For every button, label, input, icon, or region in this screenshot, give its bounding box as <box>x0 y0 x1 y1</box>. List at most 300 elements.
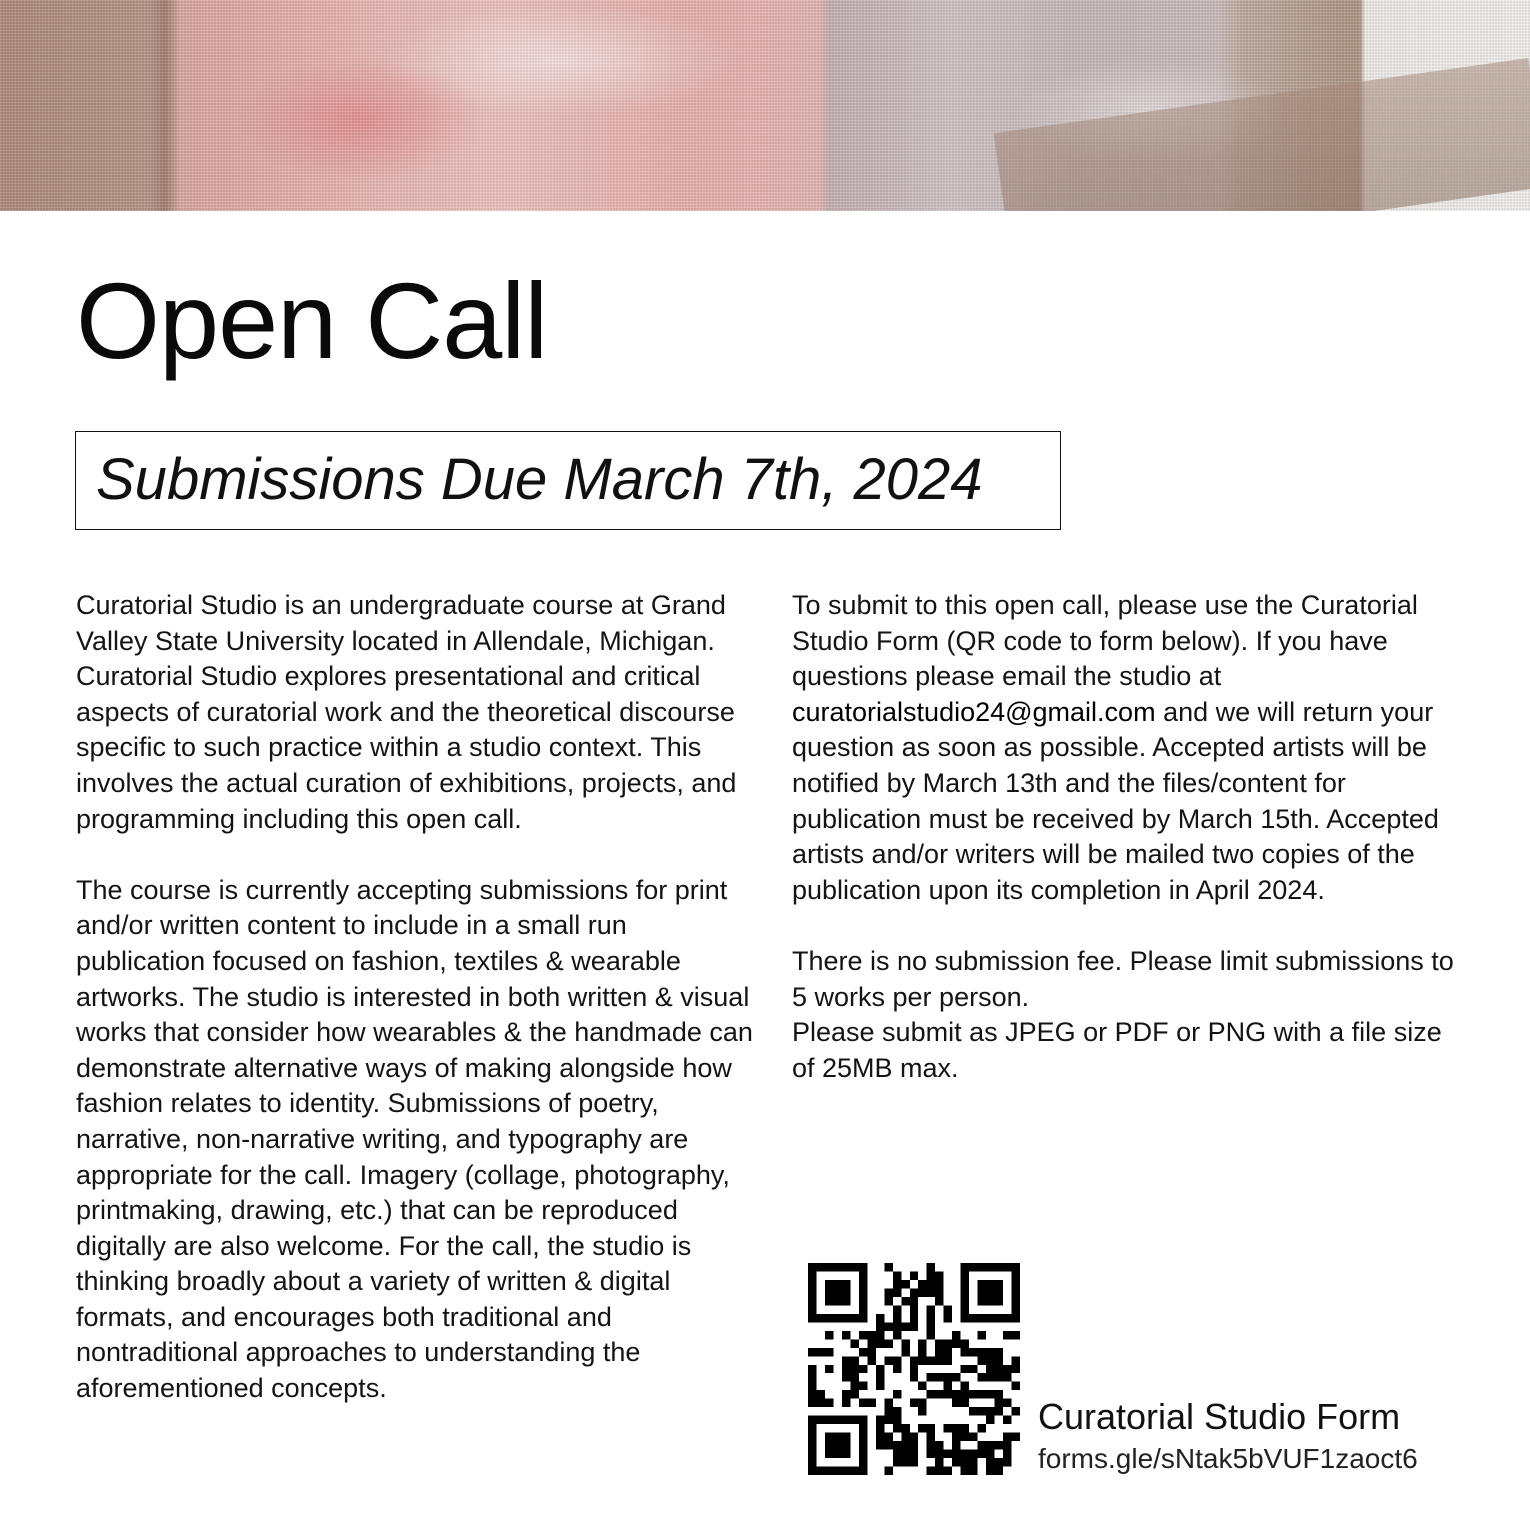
qr-module <box>986 1356 994 1364</box>
qr-module <box>961 1433 969 1441</box>
qr-module <box>935 1467 943 1475</box>
qr-module <box>1012 1433 1020 1441</box>
qr-module <box>986 1407 994 1415</box>
qr-module <box>901 1450 909 1458</box>
qr-module <box>935 1450 943 1458</box>
qr-module <box>986 1450 994 1458</box>
qr-module <box>833 1263 841 1271</box>
qr-module <box>927 1467 935 1475</box>
qr-module <box>884 1356 892 1364</box>
qr-module <box>825 1441 833 1449</box>
qr-module <box>893 1305 901 1313</box>
qr-module <box>825 1297 833 1305</box>
qr-module <box>961 1467 969 1475</box>
qr-module <box>825 1433 833 1441</box>
qr-module <box>850 1416 858 1424</box>
qr-module <box>1003 1373 1011 1381</box>
qr-module <box>944 1373 952 1381</box>
qr-module <box>910 1441 918 1449</box>
qr-module <box>1012 1305 1020 1313</box>
qr-module <box>850 1467 858 1475</box>
qr-module <box>893 1314 901 1322</box>
qr-module <box>808 1365 816 1373</box>
qr-module <box>961 1450 969 1458</box>
qr-module <box>867 1348 875 1356</box>
qr-module <box>816 1348 824 1356</box>
qr-module <box>893 1390 901 1398</box>
qr-module <box>986 1458 994 1466</box>
qr-module <box>1012 1331 1020 1339</box>
qr-module <box>825 1450 833 1458</box>
qr-module <box>927 1331 935 1339</box>
qr-module <box>876 1339 884 1347</box>
qr-module <box>961 1382 969 1390</box>
qr-module <box>944 1467 952 1475</box>
instructions-text-start: To submit to this open call, please use the Curatorial Studio Form (QR code to form below). If you have questions please email the studio at <box>792 590 1418 692</box>
qr-module <box>935 1373 943 1381</box>
qr-module <box>910 1365 918 1373</box>
qr-module <box>842 1467 850 1475</box>
qr-module <box>901 1348 909 1356</box>
qr-module <box>995 1356 1003 1364</box>
qr-code-icon[interactable] <box>808 1263 1020 1475</box>
qr-module <box>816 1390 824 1398</box>
qr-module <box>978 1450 986 1458</box>
qr-module <box>842 1314 850 1322</box>
qr-module <box>961 1390 969 1398</box>
qr-module <box>850 1314 858 1322</box>
qr-module <box>969 1390 977 1398</box>
qr-module <box>910 1288 918 1296</box>
qr-module <box>986 1373 994 1381</box>
qr-module <box>944 1424 952 1432</box>
qr-module <box>1012 1382 1020 1390</box>
qr-module <box>825 1280 833 1288</box>
qr-module <box>961 1297 969 1305</box>
qr-module <box>978 1288 986 1296</box>
qr-module <box>833 1467 841 1475</box>
qr-module <box>884 1297 892 1305</box>
qr-module <box>935 1297 943 1305</box>
form-url-link[interactable]: forms.gle/sNtak5bVUF1zaoct6 <box>1038 1443 1418 1474</box>
qr-module <box>901 1458 909 1466</box>
qr-module <box>850 1339 858 1347</box>
qr-module <box>952 1399 960 1407</box>
qr-module <box>850 1356 858 1364</box>
qr-module <box>876 1382 884 1390</box>
qr-module <box>910 1322 918 1330</box>
qr-module <box>927 1314 935 1322</box>
qr-module <box>910 1356 918 1364</box>
qr-module <box>859 1331 867 1339</box>
qr-module <box>850 1382 858 1390</box>
qr-module <box>1003 1458 1011 1466</box>
qr-module <box>825 1348 833 1356</box>
qr-module <box>893 1288 901 1296</box>
qr-module <box>986 1390 994 1398</box>
qr-module <box>893 1280 901 1288</box>
right-column <box>792 588 1457 1122</box>
qr-module <box>884 1288 892 1296</box>
qr-module <box>893 1441 901 1449</box>
qr-module <box>961 1339 969 1347</box>
qr-module <box>842 1373 850 1381</box>
qr-module <box>850 1373 858 1381</box>
qr-module <box>833 1416 841 1424</box>
qr-module <box>842 1441 850 1449</box>
qr-module <box>995 1390 1003 1398</box>
qr-module <box>927 1441 935 1449</box>
qr-module <box>927 1322 935 1330</box>
qr-module <box>808 1399 816 1407</box>
qr-module <box>884 1407 892 1415</box>
qr-module <box>842 1288 850 1296</box>
qr-module <box>978 1297 986 1305</box>
qr-module <box>927 1305 935 1313</box>
qr-module <box>1003 1365 1011 1373</box>
qr-module <box>1003 1433 1011 1441</box>
qr-module <box>944 1356 952 1364</box>
qr-module <box>884 1467 892 1475</box>
qr-module <box>884 1263 892 1271</box>
qr-module <box>816 1467 824 1475</box>
qr-module <box>859 1467 867 1475</box>
qr-module <box>910 1458 918 1466</box>
qr-module <box>952 1339 960 1347</box>
qr-module <box>1012 1263 1020 1271</box>
qr-module <box>1003 1314 1011 1322</box>
qr-module <box>1012 1365 1020 1373</box>
qr-module <box>808 1382 816 1390</box>
qr-module <box>944 1390 952 1398</box>
qr-module <box>961 1424 969 1432</box>
qr-module <box>893 1450 901 1458</box>
qr-module <box>995 1399 1003 1407</box>
qr-module <box>884 1399 892 1407</box>
qr-module <box>918 1407 926 1415</box>
qr-module <box>816 1399 824 1407</box>
qr-module <box>986 1365 994 1373</box>
qr-module <box>910 1450 918 1458</box>
qr-module <box>859 1305 867 1313</box>
qr-module <box>808 1348 816 1356</box>
qr-module <box>859 1458 867 1466</box>
contact-email-link[interactable]: curatorialstudio24@gmail.com <box>792 696 1156 727</box>
qr-module <box>910 1305 918 1313</box>
qr-module <box>876 1331 884 1339</box>
qr-module <box>978 1348 986 1356</box>
qr-module <box>876 1365 884 1373</box>
qr-module <box>884 1433 892 1441</box>
qr-module <box>859 1399 867 1407</box>
qr-module <box>842 1365 850 1373</box>
qr-module <box>1003 1263 1011 1271</box>
qr-module <box>842 1450 850 1458</box>
qr-module <box>978 1356 986 1364</box>
qr-module <box>969 1407 977 1415</box>
qr-module <box>952 1450 960 1458</box>
qr-module <box>901 1424 909 1432</box>
qr-module <box>859 1348 867 1356</box>
qr-module <box>825 1416 833 1424</box>
qr-module <box>893 1271 901 1279</box>
fee-and-limit-text: There is no submission fee. Please limit submissions to 5 works per person. <box>792 945 1454 1012</box>
qr-module <box>859 1365 867 1373</box>
qr-module <box>961 1280 969 1288</box>
qr-module <box>816 1263 824 1271</box>
qr-module <box>876 1373 884 1381</box>
qr-module <box>918 1280 926 1288</box>
qr-module <box>927 1263 935 1271</box>
qr-module <box>842 1297 850 1305</box>
qr-module <box>910 1399 918 1407</box>
qr-module <box>842 1433 850 1441</box>
qr-module <box>927 1373 935 1381</box>
qr-module <box>935 1271 943 1279</box>
qr-module <box>910 1271 918 1279</box>
qr-module <box>918 1288 926 1296</box>
qr-module <box>944 1314 952 1322</box>
qr-module <box>978 1407 986 1415</box>
qr-module <box>952 1424 960 1432</box>
qr-module <box>952 1373 960 1381</box>
qr-module <box>978 1390 986 1398</box>
qr-module <box>927 1356 935 1364</box>
qr-module <box>978 1424 986 1432</box>
qr-module <box>1003 1441 1011 1449</box>
qr-module <box>867 1339 875 1347</box>
qr-module <box>833 1441 841 1449</box>
qr-module <box>935 1458 943 1466</box>
qr-module <box>808 1450 816 1458</box>
qr-module <box>884 1322 892 1330</box>
qr-module <box>901 1322 909 1330</box>
qr-module <box>893 1365 901 1373</box>
qr-module <box>808 1314 816 1322</box>
qr-module <box>986 1263 994 1271</box>
qr-module <box>825 1288 833 1296</box>
qr-module <box>884 1416 892 1424</box>
qr-module <box>825 1467 833 1475</box>
qr-module <box>918 1356 926 1364</box>
qr-module <box>876 1424 884 1432</box>
qr-module <box>1012 1356 1020 1364</box>
qr-module <box>859 1382 867 1390</box>
qr-module <box>901 1297 909 1305</box>
qr-module <box>969 1458 977 1466</box>
qr-module <box>986 1280 994 1288</box>
qr-module <box>995 1348 1003 1356</box>
qr-module <box>961 1458 969 1466</box>
qr-module <box>893 1458 901 1466</box>
submission-deadline-text: Submissions Due March 7th, 2024 <box>96 447 983 512</box>
qr-module <box>808 1297 816 1305</box>
qr-module <box>986 1441 994 1449</box>
qr-module <box>859 1297 867 1305</box>
qr-module <box>901 1280 909 1288</box>
qr-module <box>859 1314 867 1322</box>
qr-module <box>927 1390 935 1398</box>
qr-module <box>918 1424 926 1432</box>
qr-module <box>935 1339 943 1347</box>
qr-module <box>910 1297 918 1305</box>
qr-module <box>884 1441 892 1449</box>
qr-module <box>876 1441 884 1449</box>
qr-module <box>1003 1450 1011 1458</box>
qr-module <box>1003 1416 1011 1424</box>
qr-module <box>867 1399 875 1407</box>
qr-module <box>825 1263 833 1271</box>
qr-module <box>859 1288 867 1296</box>
qr-module <box>1003 1399 1011 1407</box>
qr-module <box>825 1331 833 1339</box>
qr-module <box>978 1280 986 1288</box>
qr-module <box>978 1263 986 1271</box>
instructions-text-end: and we will return your question as soon as possible. Accepted artists will be notified by March 13th and the files/content for publication must be received by March 15th. Accepted artists and/or writers will be mailed two copies of the publication upon its completion in April 2024. <box>792 696 1439 905</box>
qr-module <box>935 1288 943 1296</box>
qr-module <box>969 1314 977 1322</box>
qr-module <box>876 1416 884 1424</box>
qr-module <box>935 1280 943 1288</box>
qr-module <box>833 1314 841 1322</box>
qr-module <box>893 1416 901 1424</box>
qr-module <box>1012 1288 1020 1296</box>
qr-module <box>808 1441 816 1449</box>
qr-module <box>859 1280 867 1288</box>
qr-module <box>918 1348 926 1356</box>
qr-module <box>986 1467 994 1475</box>
qr-module <box>978 1373 986 1381</box>
qr-module <box>910 1373 918 1381</box>
qr-module <box>961 1305 969 1313</box>
qr-module <box>808 1263 816 1271</box>
qr-module <box>986 1314 994 1322</box>
qr-module <box>995 1297 1003 1305</box>
qr-module <box>969 1348 977 1356</box>
qr-module <box>876 1433 884 1441</box>
qr-module <box>969 1365 977 1373</box>
qr-module <box>961 1263 969 1271</box>
qr-module <box>969 1433 977 1441</box>
qr-module <box>961 1348 969 1356</box>
qr-module <box>1012 1297 1020 1305</box>
qr-module <box>842 1356 850 1364</box>
qr-module <box>825 1365 833 1373</box>
qr-module <box>1012 1280 1020 1288</box>
qr-module <box>944 1450 952 1458</box>
course-description-paragraph: Curatorial Studio is an undergraduate course at Grand Valley State University located in Allendale, Michigan. Curatorial Studio explores presentational and critical aspects of curatorial work and the theoretical discourse specific to such practice within a studio context. This involves the actual curation of exhibitions, projects, and programming including this open call. <box>76 590 737 834</box>
submission-deadline-box <box>75 431 1061 530</box>
qr-module <box>850 1263 858 1271</box>
call-description-paragraph: The course is currently accepting submissions for print and/or written content to include in a small run publication focused on fashion, textiles & wearable artworks. The studio is interested in both written & visual works that consider how wearables & the handmade can demonstrate alternative ways of making alongside how fashion relates to identity. Submissions of poetry, narrative, non-narrative writing, and typography are appropriate for the call. Imagery (collage, photography, printmaking, drawing, etc.) that can be reproduced digitally are also welcome. For the call, the studio is thinking broadly about a variety of written & digital formats, and encourages both traditional and nontraditional approaches to understanding the aforementioned concepts. <box>76 874 753 1404</box>
qr-module <box>995 1407 1003 1415</box>
qr-module <box>927 1271 935 1279</box>
qr-module <box>884 1339 892 1347</box>
qr-module <box>876 1314 884 1322</box>
qr-module <box>952 1458 960 1466</box>
qr-module <box>808 1416 816 1424</box>
qr-module <box>808 1467 816 1475</box>
qr-module <box>978 1314 986 1322</box>
qr-module <box>842 1416 850 1424</box>
qr-module <box>833 1288 841 1296</box>
qr-module <box>816 1314 824 1322</box>
qr-module <box>944 1382 952 1390</box>
qr-module <box>1012 1314 1020 1322</box>
qr-module <box>859 1416 867 1424</box>
qr-module <box>859 1450 867 1458</box>
qr-module <box>969 1450 977 1458</box>
qr-module <box>978 1331 986 1339</box>
qr-module <box>961 1314 969 1322</box>
qr-module <box>808 1424 816 1432</box>
qr-module <box>833 1450 841 1458</box>
qr-module <box>859 1424 867 1432</box>
left-column <box>76 588 756 1442</box>
qr-module <box>927 1433 935 1441</box>
qr-module <box>859 1263 867 1271</box>
qr-module <box>986 1416 994 1424</box>
qr-module <box>1012 1271 1020 1279</box>
qr-module <box>935 1441 943 1449</box>
qr-module <box>808 1271 816 1279</box>
qr-module <box>995 1288 1003 1296</box>
form-title: Curatorial Studio Form <box>1038 1396 1401 1437</box>
qr-module <box>944 1339 952 1347</box>
qr-module <box>995 1441 1003 1449</box>
qr-module <box>893 1331 901 1339</box>
qr-module <box>995 1458 1003 1466</box>
fabric-banner-image <box>0 0 1530 211</box>
qr-module <box>961 1271 969 1279</box>
qr-module <box>995 1314 1003 1322</box>
file-format-text: Please submit as JPEG or PDF or PNG with a file size of 25MB max. <box>792 1017 1442 1083</box>
qr-module <box>918 1382 926 1390</box>
qr-module <box>833 1433 841 1441</box>
qr-module <box>808 1305 816 1313</box>
qr-module <box>901 1441 909 1449</box>
qr-module <box>910 1433 918 1441</box>
qr-module <box>893 1322 901 1330</box>
qr-module <box>825 1399 833 1407</box>
qr-module <box>808 1373 816 1381</box>
qr-module <box>995 1263 1003 1271</box>
qr-module <box>969 1467 977 1475</box>
qr-module <box>893 1407 901 1415</box>
qr-module <box>986 1288 994 1296</box>
qr-module <box>952 1390 960 1398</box>
qr-module <box>910 1314 918 1322</box>
qr-module <box>995 1373 1003 1381</box>
qr-module <box>808 1280 816 1288</box>
qr-module <box>952 1441 960 1449</box>
qr-module <box>859 1441 867 1449</box>
qr-module <box>969 1263 977 1271</box>
qr-module <box>918 1399 926 1407</box>
qr-module <box>833 1297 841 1305</box>
qr-module <box>808 1433 816 1441</box>
qr-module <box>808 1390 816 1398</box>
qr-module <box>918 1339 926 1347</box>
qr-module <box>867 1356 875 1364</box>
qr-module <box>901 1339 909 1347</box>
qr-module <box>927 1450 935 1458</box>
qr-module <box>927 1288 935 1296</box>
submission-instructions-paragraph <box>792 588 1457 908</box>
qr-module <box>808 1288 816 1296</box>
qr-module <box>859 1271 867 1279</box>
qr-module <box>952 1331 960 1339</box>
